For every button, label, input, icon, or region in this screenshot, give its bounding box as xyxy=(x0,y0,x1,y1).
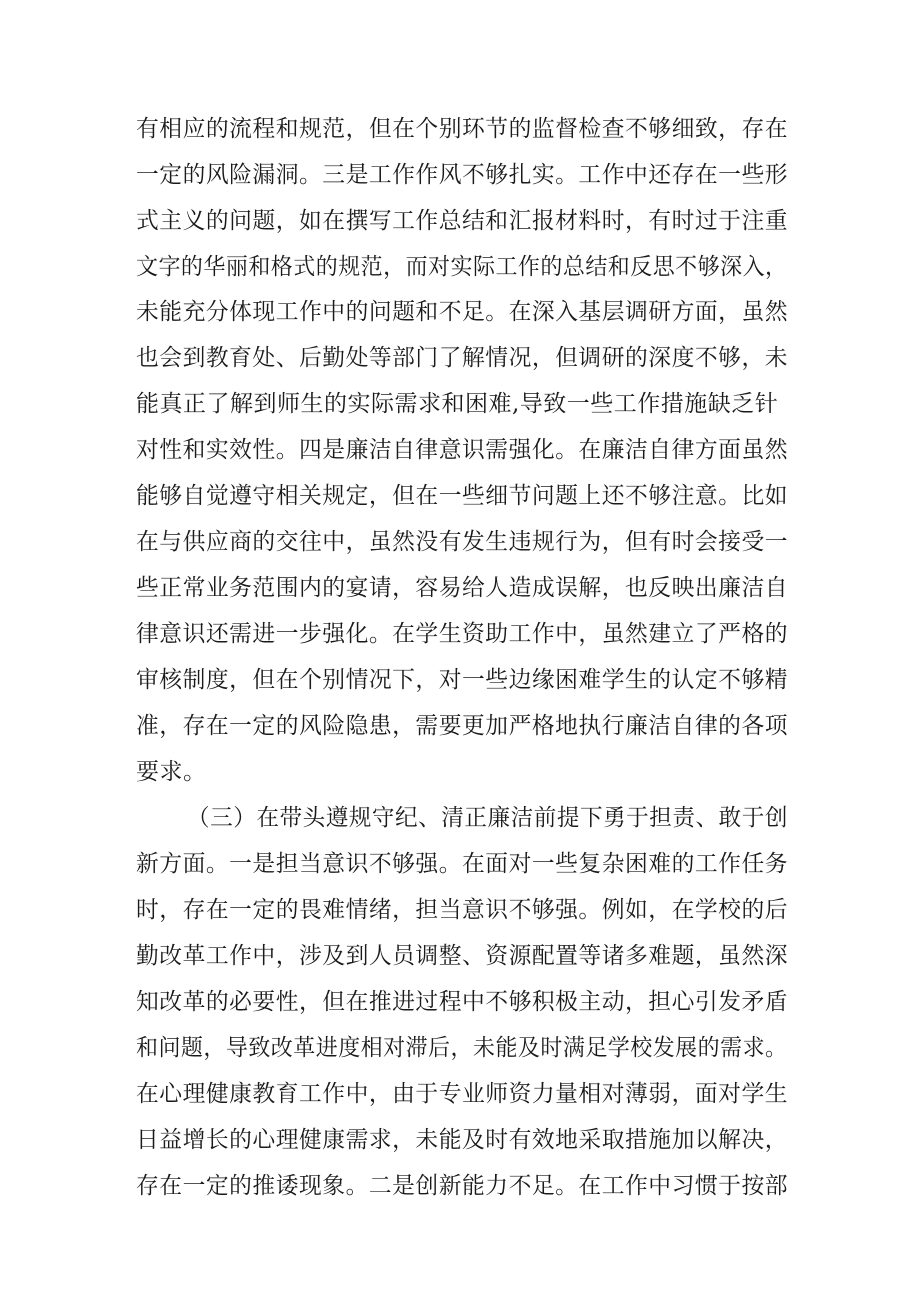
text-line: 知改革的必要性，但在推进过程中不够积极主动，担心引发矛盾 xyxy=(136,989,789,1015)
text-line: 式主义的问题，如在撰写工作总结和汇报材料时，有时过于注重 xyxy=(136,208,789,234)
text-line: 日益增长的心理健康需求，未能及时有效地采取措施加以解决， xyxy=(136,1127,789,1153)
text-line: 在与供应商的交往中，虽然没有发生违规行为，但有时会接受一 xyxy=(136,529,789,555)
text-line: 勤改革工作中，涉及到人员调整、资源配置等诸多难题，虽然深 xyxy=(136,943,789,969)
text-line: 些正常业务范围内的宴请，容易给人造成误解，也反映出廉洁自 xyxy=(136,575,789,601)
text-line: 存在一定的推诿现象。二是创新能力不足。在工作中习惯于按部 xyxy=(136,1173,789,1199)
text-line: 和问题，导致改革进度相对滞后，未能及时满足学校发展的需求。 xyxy=(136,1035,788,1061)
text-line: 有相应的流程和规范，但在个别环节的监督检查不够细致，存在 xyxy=(136,116,789,142)
text-line: 能够自觉遵守相关规定，但在一些细节问题上还不够注意。比如 xyxy=(136,483,789,509)
text-line: 律意识还需进一步强化。在学生资助工作中，虽然建立了严格的 xyxy=(136,621,789,647)
section-heading-line: （三）在带头遵规守纪、清正廉洁前提下勇于担责、敢于创 xyxy=(187,805,788,831)
text-line: 能真正了解到师生的实际需求和困难,导致一些工作措施缺乏针 xyxy=(136,391,779,417)
text-line: 新方面。一是担当意识不够强。在面对一些复杂困难的工作任务 xyxy=(136,851,789,877)
text-line: 时，存在一定的畏难情绪，担当意识不够强。例如，在学校的后 xyxy=(136,897,789,923)
text-line: 一定的风险漏洞。三是工作作风不够扎实。工作中还存在一些形 xyxy=(136,162,789,188)
text-line: 也会到教育处、后勤处等部门了解情况，但调研的深度不够，未 xyxy=(136,345,789,371)
text-line: 在心理健康教育工作中，由于专业师资力量相对薄弱，面对学生 xyxy=(136,1081,789,1107)
text-line: 要求。 xyxy=(136,759,207,785)
text-line: 对性和实效性。四是廉洁自律意识需强化。在廉洁自律方面虽然 xyxy=(136,437,789,463)
text-line: 未能充分体现工作中的问题和不足。在深入基层调研方面，虽然 xyxy=(136,299,789,325)
text-line: 准，存在一定的风险隐患，需要更加严格地执行廉洁自律的各项 xyxy=(136,713,789,739)
text-line: 文字的华丽和格式的规范，而对实际工作的总结和反思不够深入， xyxy=(136,254,788,280)
text-line: 审核制度，但在个别情况下，对一些边缘困难学生的认定不够精 xyxy=(136,667,789,693)
